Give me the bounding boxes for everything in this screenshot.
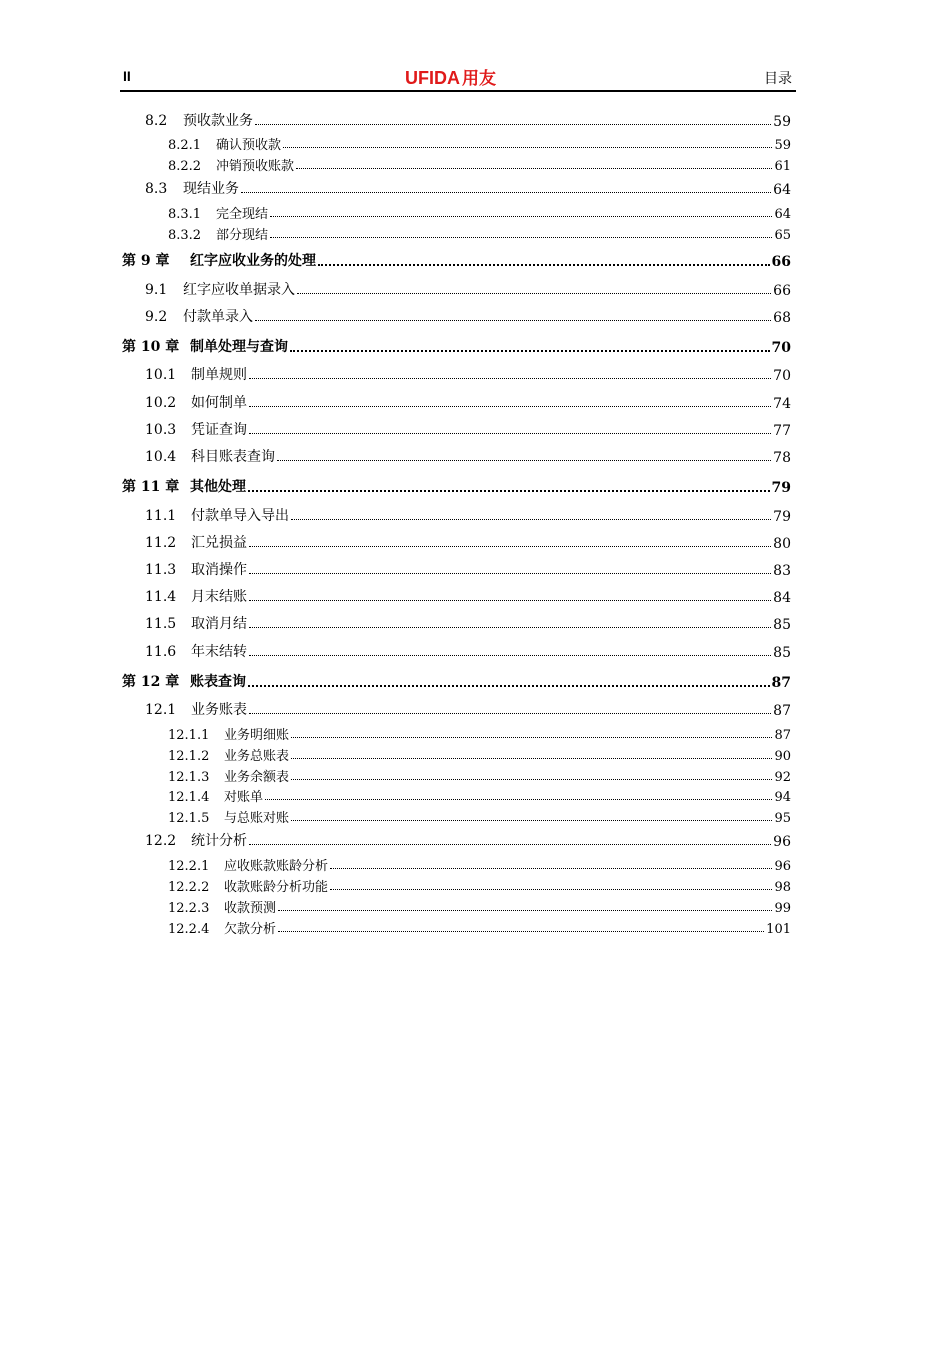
toc-page: 83	[773, 563, 791, 579]
toc-title: 付款单录入	[183, 309, 253, 325]
toc-title: 账表查询	[190, 674, 246, 690]
toc-entry[interactable]	[168, 154, 791, 174]
toc-number: 8.3.2	[168, 228, 202, 243]
toc-title: 与总账对账	[224, 811, 290, 826]
dot-leader	[291, 758, 772, 759]
dot-leader	[318, 264, 770, 266]
toc-page: 66	[773, 283, 791, 299]
toc-entry[interactable]	[168, 806, 791, 826]
toc-page: 59	[773, 114, 791, 130]
dot-leader	[277, 460, 771, 461]
toc-title: 付款单导入导出	[191, 508, 289, 524]
dot-leader	[249, 600, 771, 601]
toc-chapter[interactable]	[122, 476, 791, 496]
ufida-logo	[405, 64, 496, 89]
toc-entry[interactable]	[168, 854, 791, 874]
page-number: II	[123, 68, 131, 84]
toc-number: 11.3	[145, 562, 177, 578]
toc-title: 科目账表查询	[191, 449, 275, 465]
dot-leader	[249, 433, 771, 434]
toc-title: 取消月结	[191, 616, 247, 632]
dot-leader	[249, 573, 771, 574]
dot-leader	[248, 490, 770, 492]
dot-leader	[249, 713, 771, 714]
page-header	[120, 60, 796, 92]
toc-entry[interactable]	[168, 744, 791, 764]
dot-leader	[249, 406, 771, 407]
toc-number: 第 12 章	[122, 674, 180, 690]
toc-page: 87	[774, 728, 791, 743]
toc-entry[interactable]	[145, 559, 791, 579]
toc-entry[interactable]	[168, 765, 791, 785]
toc-entry[interactable]	[168, 223, 791, 243]
toc-page: 66	[771, 254, 791, 270]
dot-leader	[278, 910, 772, 911]
toc-number: 12.1	[145, 702, 177, 718]
toc-entry[interactable]	[168, 723, 791, 743]
toc-number: 11.6	[145, 644, 177, 660]
dot-leader	[297, 293, 771, 294]
toc-page: 70	[773, 368, 791, 384]
toc-number: 12.1.4	[168, 790, 210, 805]
logo-chinese: 用友	[462, 69, 496, 88]
dot-leader	[291, 779, 772, 780]
toc-title: 红字应收单据录入	[183, 282, 295, 298]
dot-leader	[290, 350, 770, 352]
toc-entry[interactable]	[168, 875, 791, 895]
toc-chapter[interactable]	[122, 671, 791, 691]
section-title: 目录	[764, 71, 792, 87]
dot-leader	[330, 889, 772, 890]
toc-number: 第 11 章	[122, 479, 180, 495]
toc-title: 红字应收业务的处理	[190, 253, 316, 269]
dot-leader	[255, 320, 771, 321]
toc-page: 99	[774, 901, 791, 916]
toc-title: 业务总账表	[224, 749, 290, 764]
logo-latin: UFIDA	[405, 68, 460, 88]
toc-title: 月末结账	[191, 589, 247, 605]
toc-number: 12.1.3	[168, 770, 210, 785]
toc-page: 61	[774, 159, 791, 174]
toc-page: 98	[774, 880, 791, 895]
toc-page: 80	[773, 536, 791, 552]
toc-title: 应收账款账龄分析	[224, 859, 329, 874]
toc-page: 64	[774, 207, 791, 222]
toc-title: 欠款分析	[224, 922, 277, 937]
toc-title: 预收款业务	[183, 113, 253, 129]
toc-page: 79	[773, 509, 791, 525]
toc-title: 凭证查询	[191, 422, 247, 438]
toc-page: 65	[774, 228, 791, 243]
toc-entry[interactable]	[145, 830, 791, 850]
toc-number: 8.3.1	[168, 207, 202, 222]
dot-leader	[278, 931, 764, 932]
toc-title: 制单处理与查询	[190, 339, 288, 355]
toc-page: 94	[774, 790, 791, 805]
toc-entry[interactable]	[145, 613, 791, 633]
toc-number: 11.1	[145, 508, 177, 524]
toc-number: 第 9 章	[122, 253, 170, 269]
toc-number: 第 10 章	[122, 339, 180, 355]
toc-entry[interactable]	[145, 279, 791, 299]
toc-entry[interactable]	[145, 586, 791, 606]
dot-leader	[241, 192, 771, 193]
dot-leader	[249, 655, 771, 656]
dot-leader	[249, 378, 771, 379]
toc-number: 11.5	[145, 616, 177, 632]
toc-entry[interactable]	[145, 110, 791, 130]
dot-leader	[249, 546, 771, 547]
dot-leader	[270, 237, 772, 238]
dot-leader	[291, 820, 772, 821]
dot-leader	[255, 124, 771, 125]
dot-leader	[296, 168, 772, 169]
toc-entry[interactable]	[145, 178, 791, 198]
toc-entry[interactable]	[145, 306, 791, 326]
toc-number: 12.1.5	[168, 811, 210, 826]
toc-number: 11.2	[145, 535, 177, 551]
toc-entry[interactable]	[168, 202, 791, 222]
toc-number: 12.2.3	[168, 901, 210, 916]
toc-number: 8.2	[145, 113, 168, 129]
toc-entry[interactable]	[168, 917, 791, 937]
toc-entry[interactable]	[145, 446, 791, 466]
toc-page: 101	[766, 922, 791, 937]
toc-page: 77	[773, 423, 791, 439]
toc-number: 9.2	[145, 309, 168, 325]
toc-title: 业务余额表	[224, 770, 290, 785]
toc-page: 87	[771, 675, 791, 691]
toc-entry[interactable]	[145, 699, 791, 719]
toc-number: 10.1	[145, 367, 177, 383]
toc-title: 汇兑损益	[191, 535, 247, 551]
toc-page: 70	[771, 340, 791, 356]
toc-number: 12.2.2	[168, 880, 210, 895]
toc-title: 业务明细账	[224, 728, 290, 743]
toc-chapter[interactable]	[122, 250, 791, 270]
toc-title: 冲销预收账款	[216, 159, 295, 174]
toc-number: 10.4	[145, 449, 177, 465]
toc-title: 年末结转	[191, 644, 247, 660]
toc-page: 59	[774, 138, 791, 153]
toc-entry[interactable]	[145, 419, 791, 439]
toc-page: 87	[773, 703, 791, 719]
dot-leader	[291, 737, 772, 738]
toc-page: 64	[773, 182, 791, 198]
toc-entry[interactable]	[145, 392, 791, 412]
toc-page: 85	[773, 645, 791, 661]
toc-title: 对账单	[224, 790, 264, 805]
toc-number: 10.3	[145, 422, 177, 438]
dot-leader	[249, 844, 771, 845]
dot-leader	[249, 627, 771, 628]
toc-title: 如何制单	[191, 395, 247, 411]
toc-title: 完全现结	[216, 207, 269, 222]
toc-title: 取消操作	[191, 562, 247, 578]
toc-entry[interactable]	[168, 896, 791, 916]
toc-title: 确认预收款	[216, 138, 282, 153]
toc-page: 74	[773, 396, 791, 412]
toc-number: 8.2.2	[168, 159, 202, 174]
toc-page: 90	[774, 749, 791, 764]
toc-page: 85	[773, 617, 791, 633]
toc-page: 84	[773, 590, 791, 606]
toc-entry[interactable]	[145, 641, 791, 661]
toc-number: 12.2.1	[168, 859, 210, 874]
toc-chapter[interactable]	[122, 336, 791, 356]
toc-number: 12.2	[145, 833, 177, 849]
toc-page: 68	[773, 310, 791, 326]
toc-title: 收款预测	[224, 901, 277, 916]
toc-page: 95	[774, 811, 791, 826]
toc-entry[interactable]	[168, 133, 791, 153]
toc-title: 业务账表	[191, 702, 247, 718]
toc-number: 12.1.2	[168, 749, 210, 764]
toc-entry[interactable]	[145, 364, 791, 384]
toc-page: 92	[774, 770, 791, 785]
toc-title: 统计分析	[191, 833, 247, 849]
toc-number: 10.2	[145, 395, 177, 411]
toc-number: 12.1.1	[168, 728, 210, 743]
toc-entry[interactable]	[145, 532, 791, 552]
dot-leader	[291, 519, 771, 520]
dot-leader	[283, 147, 772, 148]
toc-title: 制单规则	[191, 367, 247, 383]
toc-page: 96	[774, 859, 791, 874]
toc-title: 收款账龄分析功能	[224, 880, 329, 895]
dot-leader	[265, 799, 772, 800]
toc-title: 现结业务	[183, 181, 239, 197]
toc-entry[interactable]	[145, 505, 791, 525]
toc-title: 部分现结	[216, 228, 269, 243]
toc-entry[interactable]	[168, 785, 791, 805]
dot-leader	[270, 216, 772, 217]
toc-page: 79	[771, 480, 791, 496]
dot-leader	[248, 685, 770, 687]
toc-page: 78	[773, 450, 791, 466]
toc-title: 其他处理	[190, 479, 246, 495]
toc-number: 11.4	[145, 589, 177, 605]
toc-number: 8.3	[145, 181, 168, 197]
toc-page: 96	[773, 834, 791, 850]
dot-leader	[330, 868, 772, 869]
toc-number: 12.2.4	[168, 922, 210, 937]
toc-number: 8.2.1	[168, 138, 202, 153]
toc-number: 9.1	[145, 282, 168, 298]
